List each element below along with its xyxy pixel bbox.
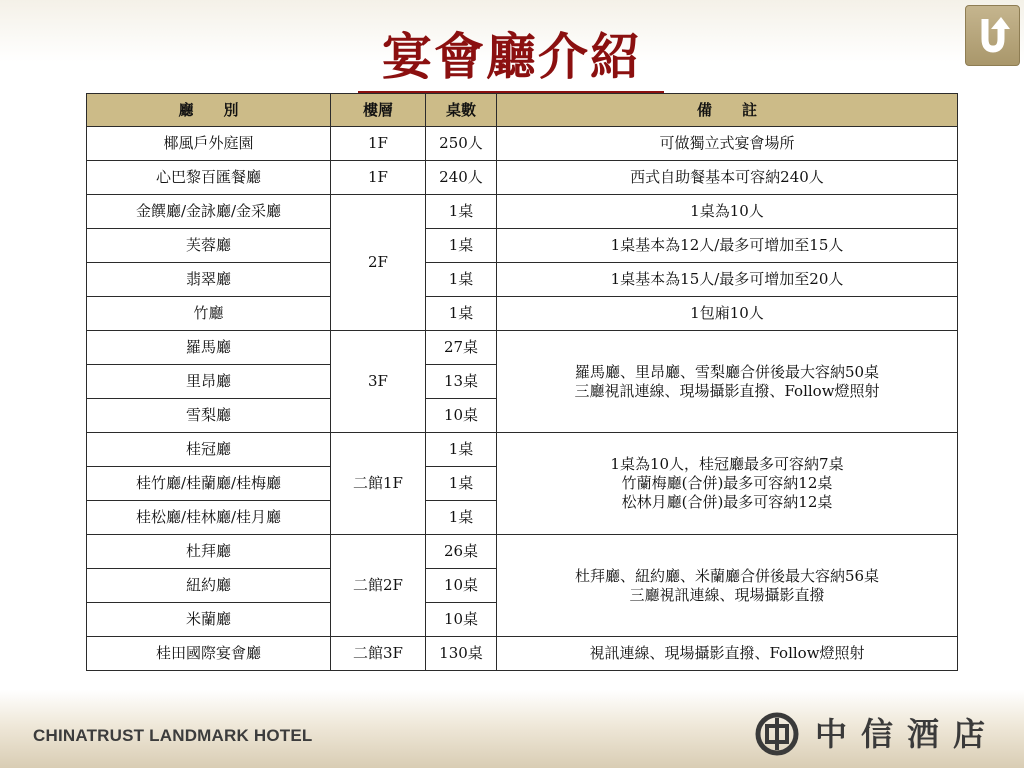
table-count: 27桌 [426,331,497,365]
floor: 二館2F [331,535,426,637]
table-row [87,433,958,467]
hall-name: 桂竹廳/桂蘭廳/桂梅廳 [87,467,331,501]
note: 1包廂10人 [497,297,958,331]
table-row [87,297,958,331]
note: 1桌基本為15人/最多可增加至20人 [497,263,958,297]
note: 可做獨立式宴會場所 [497,127,958,161]
table-count: 10桌 [426,399,497,433]
table-row [87,535,958,569]
table-row [87,331,958,365]
hall-name: 金饌廳/金詠廳/金采廳 [87,195,331,229]
table-row [87,161,958,195]
page-title: 宴會廳介紹 [382,27,642,86]
hall-name: 里昂廳 [87,365,331,399]
table-count: 130桌 [426,637,497,671]
table-row [87,263,958,297]
table-count: 1桌 [426,467,497,501]
table-count: 1桌 [426,501,497,535]
hall-name: 心巴黎百匯餐廳 [87,161,331,195]
floor: 2F [331,195,426,331]
note: 羅馬廳、里昂廳、雪梨廳合併後最大容納50桌 三廳視訊連線、現場攝影直撥、Follow燈照射 [497,331,958,433]
col-header-floor: 樓層 [331,94,426,127]
table-count: 10桌 [426,603,497,637]
note: 杜拜廳、紐約廳、米蘭廳合併後最大容納56桌 三廳視訊連線、現場攝影直撥 [497,535,958,637]
table-row [87,195,958,229]
table-count: 1桌 [426,229,497,263]
hall-name: 桂田國際宴會廳 [87,637,331,671]
table-row [87,127,958,161]
hall-name: 竹廳 [87,297,331,331]
note: 視訊連線、現場攝影直撥、Follow燈照射 [497,637,958,671]
back-button[interactable] [965,5,1020,66]
hall-name: 紐約廳 [87,569,331,603]
floor: 1F [331,127,426,161]
table-count: 1桌 [426,195,497,229]
table-count: 1桌 [426,433,497,467]
table-count: 1桌 [426,297,497,331]
hall-name: 翡翠廳 [87,263,331,297]
hall-name: 羅馬廳 [87,331,331,365]
table-count: 240人 [426,161,497,195]
note: 1桌為10人 [497,195,958,229]
hall-name: 雪梨廳 [87,399,331,433]
hall-name: 桂冠廳 [87,433,331,467]
table-count: 10桌 [426,569,497,603]
col-header-tables: 桌數 [426,94,497,127]
col-header-hall: 廳 別 [87,94,331,127]
note: 1桌基本為12人/最多可增加至15人 [497,229,958,263]
hotel-name-chinese: 中信酒店 [815,715,1000,753]
table-count: 1桌 [426,263,497,297]
floor: 二館1F [331,433,426,535]
floor: 1F [331,161,426,195]
hotel-name-english: CHINATRUST LANDMARK HOTEL [33,726,313,745]
floor: 3F [331,331,426,433]
table-count: 13桌 [426,365,497,399]
floor: 二館3F [331,637,426,671]
venue-table [86,93,958,671]
table-row [87,637,958,671]
note: 1桌為10人，桂冠廳最多可容納7桌 竹蘭梅廳(合併)最多可容納12桌 松林月廳(合併)最多可容納12桌 [497,433,958,535]
note: 西式自助餐基本可容納240人 [497,161,958,195]
table-header-row [87,94,958,127]
hall-name: 椰風戶外庭園 [87,127,331,161]
col-header-notes: 備 註 [497,94,958,127]
u-turn-arrow-icon [976,15,1010,57]
table-count: 26桌 [426,535,497,569]
hall-name: 杜拜廳 [87,535,331,569]
hall-name: 芙蓉廳 [87,229,331,263]
hall-name: 米蘭廳 [87,603,331,637]
table-count: 250人 [426,127,497,161]
table-row [87,229,958,263]
hall-name: 桂松廳/桂林廳/桂月廳 [87,501,331,535]
chinatrust-logo-icon [755,712,799,756]
